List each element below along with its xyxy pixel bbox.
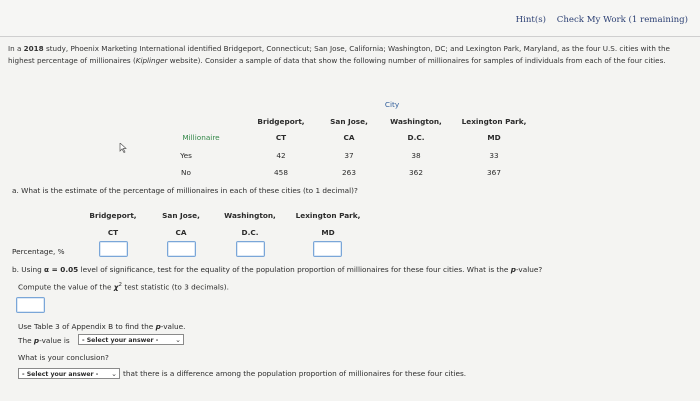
table-hint	[18, 322, 185, 331]
table-cell: 37	[344, 151, 354, 160]
answer-column-header: Washington,	[224, 211, 276, 220]
row-label: No	[181, 168, 191, 177]
answer-column-header: Lexington Park,	[295, 211, 361, 220]
pvalue-label	[18, 336, 70, 345]
chi-symbol: χ	[113, 282, 119, 292]
chi-text: Compute the value of the	[18, 282, 114, 292]
percentage-input-washington[interactable]	[236, 241, 265, 257]
intro-year: 2018	[23, 44, 44, 53]
column-state: CA	[343, 133, 355, 142]
chevron-down-icon: ⌄	[111, 370, 117, 378]
pvalue-label-text: -value is	[39, 336, 70, 345]
table-cell: 42	[276, 151, 286, 160]
table-cell: 38	[411, 151, 421, 160]
table-cell: 458	[274, 168, 288, 177]
intro-text: website). Consider a sample of data that show the following number of millionaires for samples of individuals from each of the four cities.	[167, 55, 666, 65]
mouse-cursor-icon	[119, 143, 127, 153]
column-state: MD	[487, 133, 501, 142]
conclusion-select[interactable]	[18, 368, 120, 379]
intro-text: In a	[8, 44, 24, 53]
answer-column-state: CA	[175, 228, 187, 237]
row-group-header: Millionaire	[182, 133, 220, 142]
pvalue-label-text: The	[18, 336, 34, 345]
row-label: Yes	[180, 151, 192, 160]
column-header: Bridgeport,	[257, 117, 305, 126]
percentage-label: Percentage, %	[12, 247, 65, 256]
top-toolbar	[0, 0, 700, 37]
table-cell: 263	[342, 168, 356, 177]
table-hint-text: -value.	[160, 322, 186, 331]
check-my-work-link[interactable]: Check My Work (1 remaining)	[556, 15, 688, 25]
percentage-input-san-jose[interactable]	[167, 241, 196, 257]
header-links	[508, 15, 688, 25]
answer-column-header: San Jose,	[162, 211, 200, 220]
conclusion-question: What is your conclusion?	[18, 353, 109, 362]
table-cell: 33	[489, 151, 499, 160]
chi-square-instruction	[18, 282, 229, 291]
question-b-text-part: b. Using	[12, 265, 45, 274]
city-header: City	[384, 100, 400, 109]
select-placeholder: - Select your answer -	[82, 337, 159, 344]
chi-text: test statistic (to 3 decimals).	[122, 282, 229, 292]
column-header: Lexington Park,	[461, 117, 527, 126]
question-b-text	[12, 265, 542, 274]
percentage-input-lexington-park[interactable]	[313, 241, 342, 257]
chevron-down-icon: ⌄	[175, 336, 181, 344]
intro-source: Kiplinger	[135, 55, 168, 65]
answer-column-state: CT	[107, 228, 119, 237]
pvalue-select[interactable]	[78, 334, 184, 345]
answer-column-state: D.C.	[241, 228, 259, 237]
question-b-text-part: -value?	[515, 265, 543, 274]
chi-superscript: 2	[118, 282, 123, 288]
p-symbol: p	[155, 322, 161, 331]
column-state: D.C.	[407, 133, 425, 142]
p-symbol: p	[33, 336, 40, 345]
chi-square-input[interactable]	[16, 297, 45, 313]
problem-intro	[8, 43, 694, 66]
percentage-input-bridgeport[interactable]	[99, 241, 128, 257]
intro-text: study, Phoenix Marketing International identified Bridgeport, Connecticut; San Jose, California; Washington, DC; and Lexington Park, Maryland, as the four U.S. cities with the highest percentage of millionaires (	[8, 44, 670, 65]
table-cell: 367	[487, 168, 501, 177]
column-header: San Jose,	[330, 117, 368, 126]
conclusion-text: that there is a difference among the population proportion of millionaires for these four cities.	[123, 369, 467, 378]
column-state: CT	[275, 133, 287, 142]
table-hint-text: Use Table 3 of Appendix B to find the	[18, 322, 156, 331]
alpha-value: α = 0.05	[44, 265, 79, 274]
p-symbol: p	[510, 265, 516, 274]
question-b-text-part: level of significance, test for the equality of the population proportion of millionaires for these four cities. What is the	[78, 265, 511, 274]
column-header: Washington,	[390, 117, 442, 126]
answer-column-header: Bridgeport,	[89, 211, 137, 220]
question-a-text: a. What is the estimate of the percentage of millionaires in each of these cities (to 1 decimal)?	[12, 186, 358, 195]
hints-link[interactable]: Hint(s)	[515, 15, 547, 25]
table-cell: 362	[409, 168, 423, 177]
answer-column-state: MD	[321, 228, 335, 237]
select-placeholder: - Select your answer -	[22, 371, 99, 378]
